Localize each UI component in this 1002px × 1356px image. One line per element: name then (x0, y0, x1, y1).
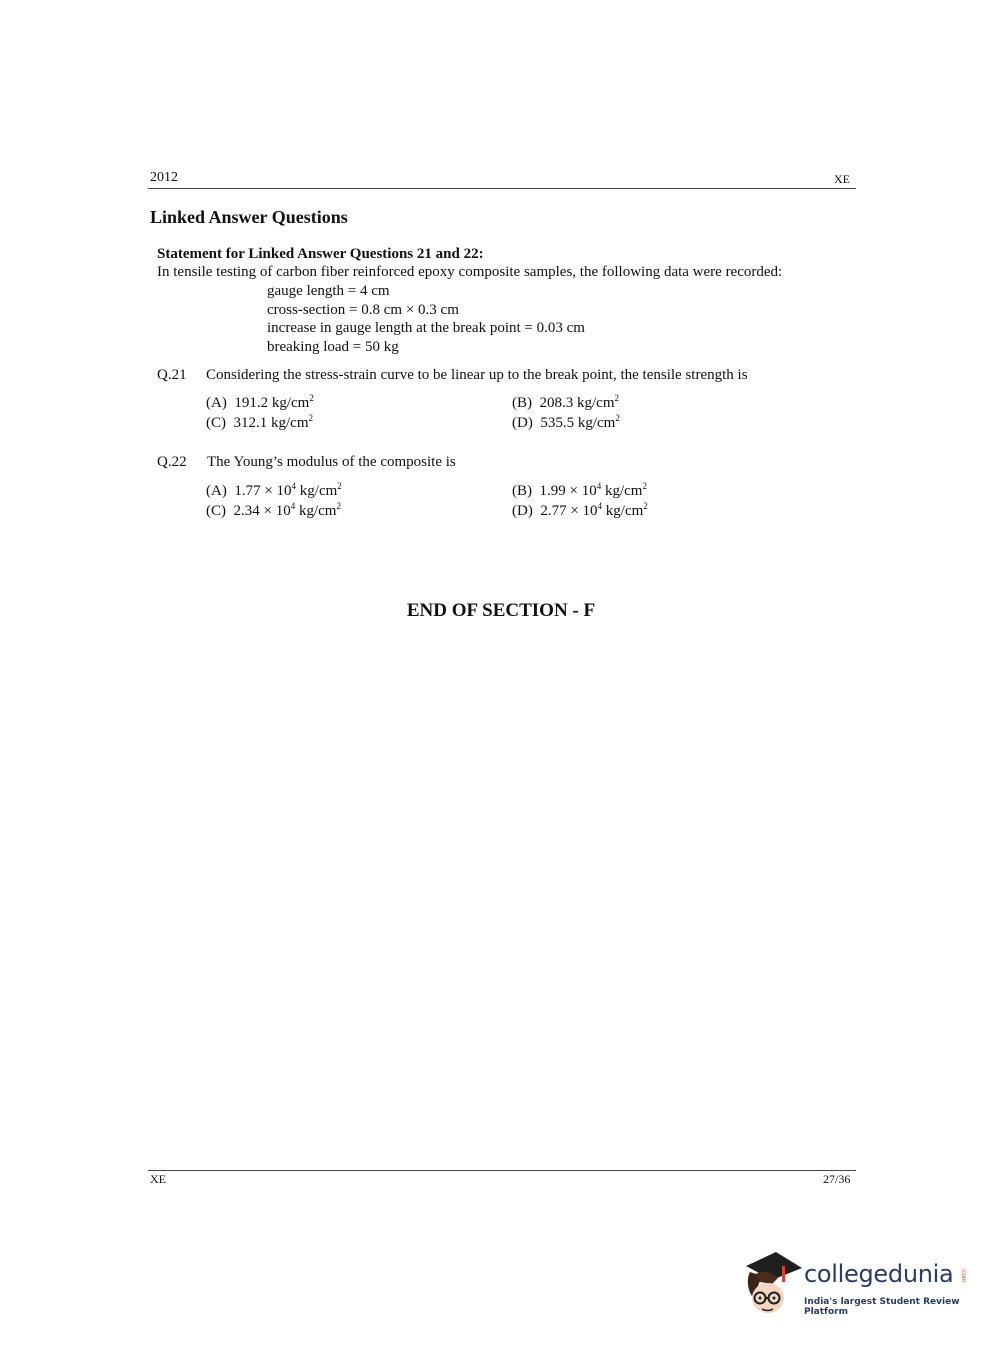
option-value: 535.5 kg/cm (540, 415, 616, 431)
option-mantissa: 2.34 × 10 (233, 503, 291, 519)
statement-title: Statement for Linked Answer Questions 21 and 22: (157, 246, 484, 262)
option-value: 191.2 kg/cm (234, 395, 310, 411)
option-b (512, 483, 647, 500)
option-d (512, 503, 648, 520)
header-rule (148, 188, 856, 189)
question-text: Considering the stress-strain curve to be linear up to the break point, the tensile strength is (206, 367, 748, 383)
option-unit: kg/cm (295, 503, 337, 519)
option-exponent: 2 (336, 501, 341, 511)
option-label: (A) (206, 395, 227, 411)
option-a (206, 483, 342, 500)
logo-wordmark: collegedunia (804, 1260, 954, 1288)
question-number: Q.22 (157, 454, 187, 470)
header-paper-code: XE (834, 172, 850, 186)
option-label: (C) (206, 415, 226, 431)
option-c (206, 503, 341, 520)
footer-rule (148, 1170, 856, 1171)
option-mantissa: 2.77 × 10 (540, 503, 598, 519)
option-exponent: 2 (614, 393, 619, 403)
option-exponent: 2 (337, 481, 342, 491)
option-label: (C) (206, 503, 226, 519)
option-power: 4 (290, 501, 296, 511)
option-label: (B) (512, 395, 532, 411)
option-exponent: 2 (615, 413, 620, 423)
option-b (512, 395, 619, 412)
option-value: 312.1 kg/cm (233, 415, 309, 431)
option-power: 4 (291, 481, 297, 491)
option-exponent: 2 (308, 413, 313, 423)
option-d (512, 415, 620, 432)
option-unit: kg/cm (601, 483, 643, 499)
logo-suffix: .com (960, 1268, 967, 1283)
data-cross-section: cross-section = 0.8 cm × 0.3 cm (267, 302, 459, 318)
option-c (206, 415, 313, 432)
data-breaking-load: breaking load = 50 kg (267, 339, 399, 355)
question-number: Q.21 (157, 367, 187, 383)
option-mantissa: 1.77 × 10 (234, 483, 292, 499)
option-a (206, 395, 314, 412)
option-unit: kg/cm (602, 503, 644, 519)
footer-page-number: 27/36 (823, 1172, 851, 1186)
option-label: (B) (512, 483, 532, 499)
logo-tagline: India's largest Student Review Platform (804, 1297, 960, 1317)
statement-text: In tensile testing of carbon fiber reinforced epoxy composite samples, the following data were recorded: (157, 264, 783, 280)
data-gauge-increase: increase in gauge length at the break point = 0.03 cm (267, 320, 585, 336)
header-year: 2012 (150, 170, 178, 185)
collegedunia-logo (742, 1246, 972, 1320)
option-exponent: 2 (643, 501, 648, 511)
option-label: (D) (512, 415, 533, 431)
option-mantissa: 1.99 × 10 (539, 483, 597, 499)
end-of-section: END OF SECTION - F (406, 600, 596, 621)
section-heading: Linked Answer Questions (150, 207, 348, 227)
option-power: 4 (597, 501, 603, 511)
option-power: 4 (596, 481, 602, 491)
option-exponent: 2 (309, 393, 314, 403)
option-unit: kg/cm (296, 483, 338, 499)
option-exponent: 2 (642, 481, 647, 491)
mascot-icon (742, 1246, 804, 1320)
option-value: 208.3 kg/cm (539, 395, 615, 411)
option-label: (D) (512, 503, 533, 519)
footer-paper-code: XE (150, 1172, 166, 1186)
option-label: (A) (206, 483, 227, 499)
data-gauge-length: gauge length = 4 cm (267, 283, 390, 299)
question-text: The Young’s modulus of the composite is (207, 454, 456, 470)
